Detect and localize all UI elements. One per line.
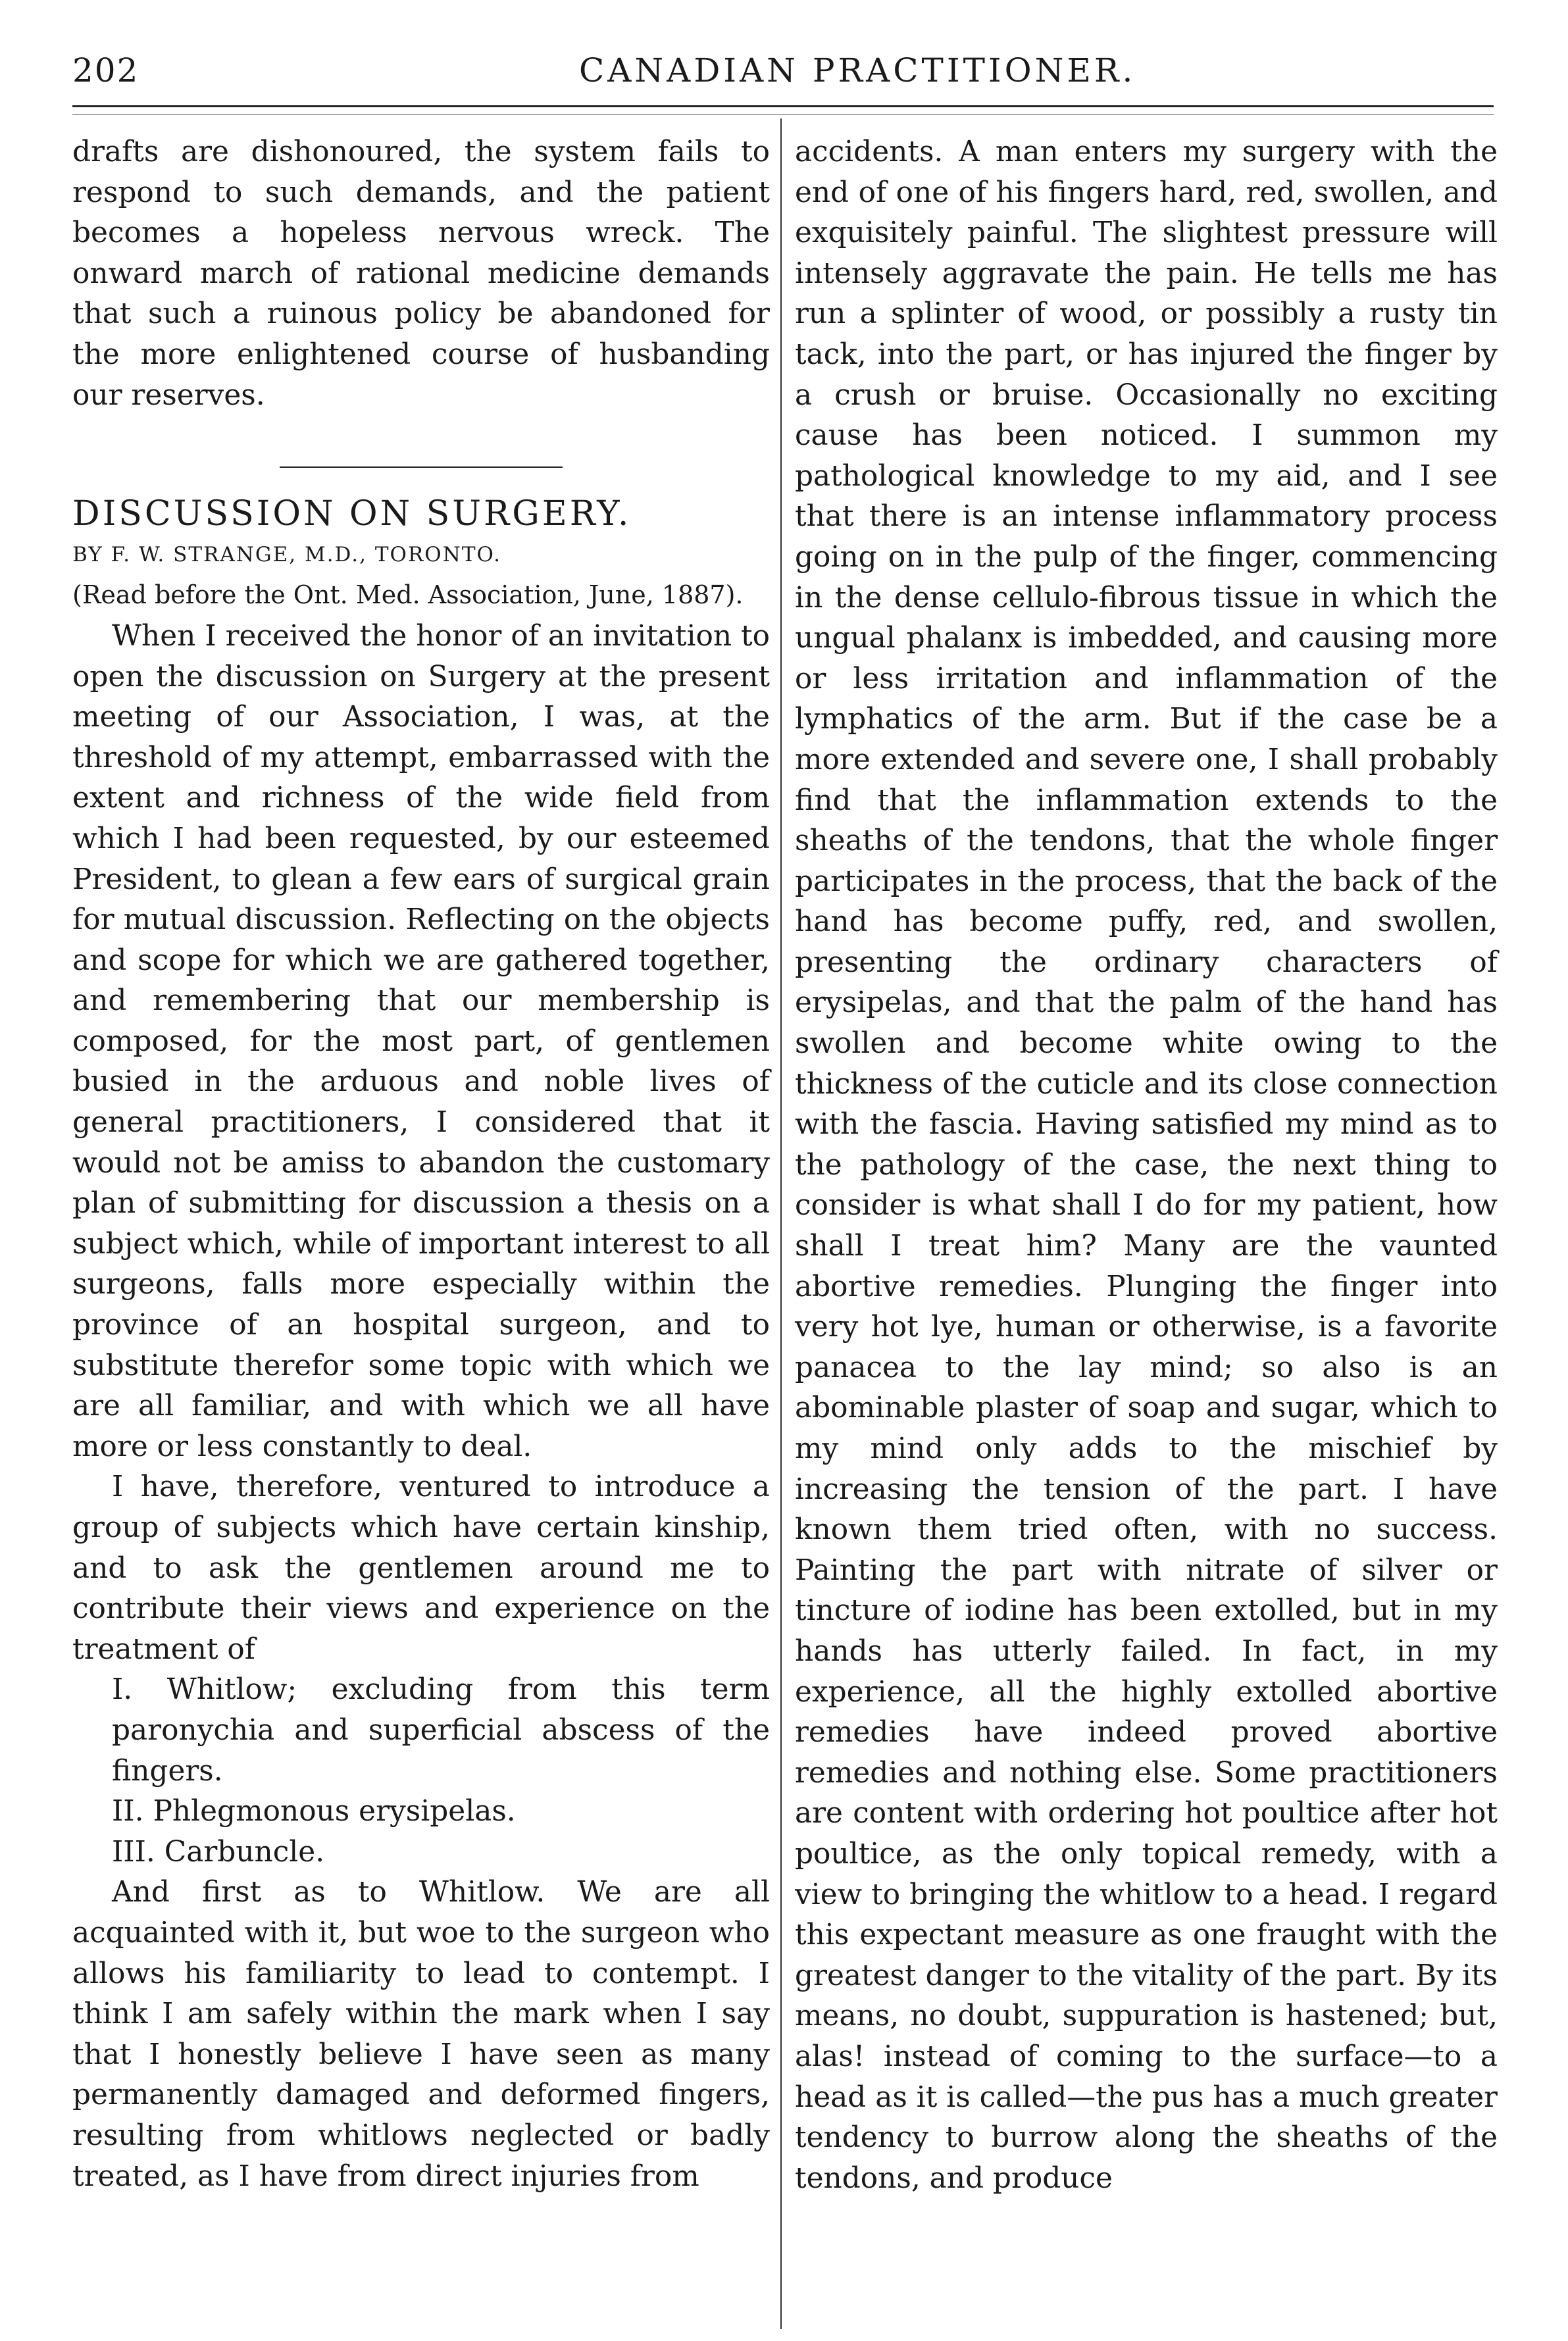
article-heading: DISCUSSION ON SURGERY. <box>72 494 632 534</box>
article-byline: BY F. W. STRANGE, M.D., TORONTO. <box>72 542 501 566</box>
section-divider <box>280 466 563 468</box>
read-note: (Read before the Ont. Med. Association, June, 1887). <box>72 580 744 610</box>
paragraph: accidents. A man enters my surgery with the end of one of his fingers hard, red, swollen, and exquisitely painful. The slightest pressure will intensely aggravate the pain. He tells me has run a splinter of wood, or possibly a rusty tin tack, into the part, or has injured the finger by a crush or bruise. Occasionally no exciting cause has been noticed. I summon my pathological knowledge to my aid, and I see that there is an intense inflammatory process going on in the pulp of the finger, commencing in the dense cellulo-fibrous tissue in which the ungual phalanx is imbedded, and causing more or less irritation and inflammation of the lymphatics of the arm. But if the case be a more extended and severe one, I shall probably find that the inflammation extends to the sheaths of the tendons, that the whole finger participates in the process, that the back of the hand has become puffy, red, and swollen, presenting the ordinary characters of erysipelas, and that the palm of the hand has swollen and become white owing to the thickness of the cuticle and its close connection with the fascia. Having satisfied my mind as to the pathology of the case, the next thing to consider is what shall I do for my patient, how shall I treat him? Many are the vaunted abortive remedies. Plunging the finger into very hot lye, human or otherwise, is a favorite panacea to the lay mind; so also is an abominable plaster of soap and sugar, which to my mind only adds to the mischief by increasing the tension of the part. I have known them tried often, with no success. Painting the part with nitrate of silver or tincture of iodine has been extolled, but in my hands has utterly failed. In fact, in my experience, all the highly extolled abortive remedies have indeed proved abortive remedies and nothing else. Some practitioners are content with ordering hot poultice after hot poultice, as the only topical remedy, with a view to bringing the whitlow to a head. I regard this expectant measure as one fraught with the greatest danger to the vitality of the part. By its means, no doubt, suppuration is hastened; but, alas! instead of coming to the surface—to a head as it is called—the pus has a much greater tendency to burrow along the sheaths of the tendons, and produce <box>795 135 1498 2195</box>
page-number: 202 <box>72 51 139 89</box>
column-divider <box>780 118 782 2329</box>
right-column <box>795 132 1498 2198</box>
paragraph: When I received the honor of an invitation to open the discussion on Surgery at the present meeting of our Association, I was, at the threshold of my attempt, embarrassed with the extent and richness of the wide field from which I had been requested, by our esteemed President, to glean a few ears of surgical grain for mutual discussion. Reflecting on the objects and scope for which we are gathered together, and remembering that our membership is composed, for the most part, of gentlemen busied in the arduous and noble lives of general practitioners, I considered that it would not be amiss to abandon the customary plan of submitting for discussion a thesis on a subject which, while of important interest to all surgeons, falls more especially within the province of an hospital surgeon, and to substitute therefor some topic with which we are all familiar, and with which we all have more or less constantly to deal. <box>72 618 770 1463</box>
paragraph: And first as to Whitlow. We are all acquainted with it, but woe to the surgeon who allows his familiarity to lead to contempt. I think I am safely within the mark when I say that I honestly believe I have seen as many permanently damaged and deformed fingers, resulting from whitlows neglected or badly treated, as I have from direct injuries from <box>72 1875 770 2193</box>
list-item: III. Carbuncle. <box>112 1834 325 1869</box>
list-item: II. Phlegmonous erysipelas. <box>112 1794 516 1828</box>
left-column <box>72 132 770 2196</box>
paragraph: I have, therefore, ventured to introduce a group of subjects which have certain kinship, and to ask the gentlemen around me to contribute their views and experience on the treatment of <box>72 1470 770 1666</box>
continued-paragraph: drafts are dishonoured, the system fails to respond to such demands, and the patient becomes a hopeless nervous wreck. The onward march of rational medicine demands that such a ruinous policy be abandoned for the more enlightened course of husbanding our reserves. <box>72 135 770 412</box>
running-head: CANADIAN PRACTITIONER. <box>579 51 1136 89</box>
page-header <box>72 51 1487 97</box>
header-rule <box>72 105 1494 107</box>
list-item: I. Whitlow; excluding from this term paronychia and superficial abscess of the fingers. <box>112 1673 770 1788</box>
